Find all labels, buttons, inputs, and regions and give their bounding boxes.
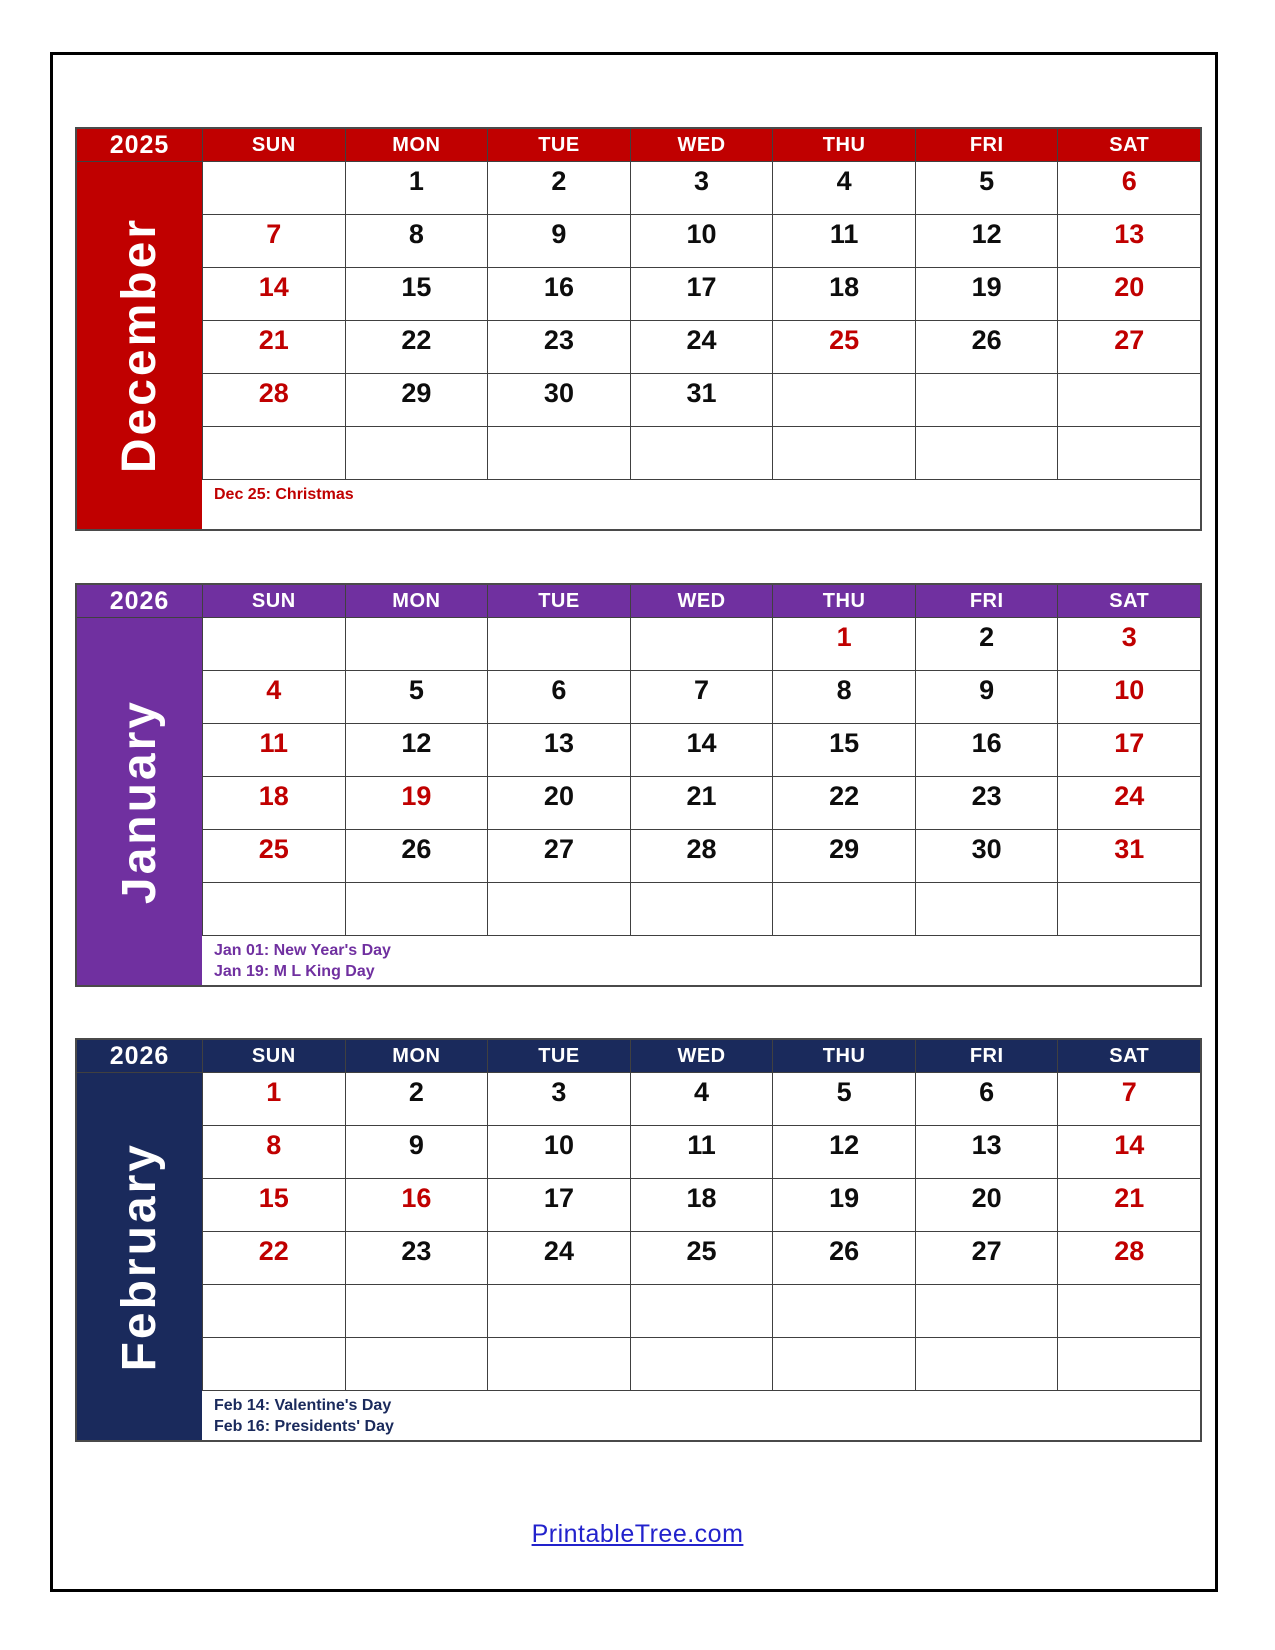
date-cell: 14 <box>202 268 345 320</box>
day-header-sat: SAT <box>1057 129 1200 161</box>
date-cell: 16 <box>915 724 1058 776</box>
day-header-tue: TUE <box>487 129 630 161</box>
date-cell <box>487 883 630 935</box>
date-cell <box>630 883 773 935</box>
month-body <box>77 618 1200 985</box>
date-cell <box>202 427 345 479</box>
date-cell <box>202 1285 345 1337</box>
week-row <box>202 1126 1200 1179</box>
date-cell: 2 <box>915 618 1058 670</box>
date-cell: 9 <box>487 215 630 267</box>
date-cell: 24 <box>1057 777 1200 829</box>
year-label: 2026 <box>77 585 202 617</box>
date-cell: 17 <box>1057 724 1200 776</box>
month-sidebar <box>77 618 202 985</box>
date-cell: 11 <box>202 724 345 776</box>
date-cell <box>202 1338 345 1390</box>
holiday-notes <box>202 1391 1200 1440</box>
date-cell: 20 <box>915 1179 1058 1231</box>
month-body <box>77 162 1200 529</box>
date-cell: 27 <box>915 1232 1058 1284</box>
week-row <box>202 374 1200 427</box>
date-cell: 16 <box>345 1179 488 1231</box>
date-cell: 6 <box>487 671 630 723</box>
date-cell: 3 <box>487 1073 630 1125</box>
weeks-grid <box>202 618 1200 985</box>
month-name-label: February <box>112 1141 166 1372</box>
date-cell: 1 <box>345 162 488 214</box>
week-row <box>202 830 1200 883</box>
date-cell: 11 <box>772 215 915 267</box>
date-cell: 30 <box>487 374 630 426</box>
date-cell <box>772 427 915 479</box>
day-header-thu: THU <box>772 129 915 161</box>
date-cell: 8 <box>345 215 488 267</box>
date-cell: 1 <box>772 618 915 670</box>
month-sidebar <box>77 1073 202 1440</box>
date-cell: 12 <box>345 724 488 776</box>
date-cell <box>1057 374 1200 426</box>
date-cell: 12 <box>772 1126 915 1178</box>
week-row <box>202 321 1200 374</box>
date-cell <box>345 618 488 670</box>
date-cell: 4 <box>772 162 915 214</box>
date-cell: 6 <box>915 1073 1058 1125</box>
date-cell <box>487 427 630 479</box>
date-cell <box>345 883 488 935</box>
date-cell <box>1057 1338 1200 1390</box>
date-cell: 7 <box>202 215 345 267</box>
week-row <box>202 1073 1200 1126</box>
weeks-grid <box>202 1073 1200 1440</box>
week-row <box>202 215 1200 268</box>
day-header-fri: FRI <box>915 129 1058 161</box>
week-row <box>202 268 1200 321</box>
date-cell: 5 <box>772 1073 915 1125</box>
date-cell <box>1057 1285 1200 1337</box>
date-cell: 14 <box>1057 1126 1200 1178</box>
date-cell: 29 <box>772 830 915 882</box>
date-cell: 8 <box>202 1126 345 1178</box>
date-cell: 20 <box>1057 268 1200 320</box>
date-cell: 15 <box>202 1179 345 1231</box>
day-header-thu: THU <box>772 1040 915 1072</box>
date-cell: 19 <box>345 777 488 829</box>
date-cell <box>487 618 630 670</box>
date-cell: 9 <box>915 671 1058 723</box>
day-header-fri: FRI <box>915 1040 1058 1072</box>
week-row <box>202 1285 1200 1338</box>
month-name-label: January <box>112 698 166 905</box>
date-cell: 1 <box>202 1073 345 1125</box>
date-cell: 4 <box>202 671 345 723</box>
day-header-sun: SUN <box>202 1040 345 1072</box>
date-cell: 8 <box>772 671 915 723</box>
date-cell: 18 <box>630 1179 773 1231</box>
year-label: 2025 <box>77 129 202 161</box>
month-header-row <box>77 585 1200 618</box>
date-cell: 3 <box>630 162 773 214</box>
week-row <box>202 1338 1200 1391</box>
date-cell <box>345 1285 488 1337</box>
date-cell: 21 <box>1057 1179 1200 1231</box>
date-cell: 26 <box>915 321 1058 373</box>
date-cell: 17 <box>487 1179 630 1231</box>
date-cell: 10 <box>1057 671 1200 723</box>
day-header-mon: MON <box>345 129 488 161</box>
date-cell: 30 <box>915 830 1058 882</box>
date-cell <box>772 1338 915 1390</box>
date-cell: 10 <box>487 1126 630 1178</box>
date-cell: 13 <box>1057 215 1200 267</box>
date-cell: 27 <box>1057 321 1200 373</box>
day-header-wed: WED <box>630 1040 773 1072</box>
month-name-label: December <box>112 217 166 474</box>
date-cell: 21 <box>630 777 773 829</box>
date-cell: 17 <box>630 268 773 320</box>
week-row <box>202 883 1200 936</box>
month-header-row <box>77 129 1200 162</box>
month-january-2026 <box>75 583 1202 987</box>
date-cell: 5 <box>915 162 1058 214</box>
date-cell <box>630 1338 773 1390</box>
day-header-mon: MON <box>345 1040 488 1072</box>
date-cell <box>915 1338 1058 1390</box>
date-cell <box>772 883 915 935</box>
date-cell: 4 <box>630 1073 773 1125</box>
date-cell <box>630 427 773 479</box>
day-header-wed: WED <box>630 129 773 161</box>
week-row <box>202 427 1200 480</box>
date-cell: 20 <box>487 777 630 829</box>
date-cell: 26 <box>772 1232 915 1284</box>
month-sidebar <box>77 162 202 529</box>
holiday-note: Dec 25: Christmas <box>214 486 354 503</box>
holiday-notes <box>202 936 1200 985</box>
date-cell <box>345 1338 488 1390</box>
week-row <box>202 1179 1200 1232</box>
date-cell: 2 <box>345 1073 488 1125</box>
date-cell: 23 <box>345 1232 488 1284</box>
date-cell: 13 <box>487 724 630 776</box>
week-row <box>202 1232 1200 1285</box>
month-body <box>77 1073 1200 1440</box>
date-cell: 10 <box>630 215 773 267</box>
date-cell <box>487 1338 630 1390</box>
date-cell <box>345 427 488 479</box>
date-cell: 7 <box>630 671 773 723</box>
day-header-mon: MON <box>345 585 488 617</box>
year-label: 2026 <box>77 1040 202 1072</box>
date-cell <box>202 883 345 935</box>
date-cell: 11 <box>630 1126 773 1178</box>
date-cell: 25 <box>772 321 915 373</box>
week-row <box>202 671 1200 724</box>
date-cell: 22 <box>772 777 915 829</box>
date-cell: 31 <box>630 374 773 426</box>
weeks-grid <box>202 162 1200 529</box>
date-cell <box>915 427 1058 479</box>
date-cell: 18 <box>772 268 915 320</box>
date-cell <box>630 618 773 670</box>
date-cell <box>1057 883 1200 935</box>
date-cell: 7 <box>1057 1073 1200 1125</box>
date-cell: 12 <box>915 215 1058 267</box>
date-cell <box>202 618 345 670</box>
date-cell <box>772 1285 915 1337</box>
date-cell: 9 <box>345 1126 488 1178</box>
date-cell: 27 <box>487 830 630 882</box>
footer-link[interactable]: PrintableTree.com <box>531 1520 744 1548</box>
date-cell: 28 <box>630 830 773 882</box>
day-header-fri: FRI <box>915 585 1058 617</box>
date-cell: 28 <box>202 374 345 426</box>
week-row <box>202 777 1200 830</box>
holiday-note: Feb 14: Valentine's Day <box>214 1397 392 1414</box>
date-cell: 18 <box>202 777 345 829</box>
date-cell <box>915 883 1058 935</box>
date-cell: 19 <box>915 268 1058 320</box>
day-header-sat: SAT <box>1057 1040 1200 1072</box>
day-header-sat: SAT <box>1057 585 1200 617</box>
holiday-note: Feb 16: Presidents' Day <box>214 1417 394 1435</box>
day-header-sun: SUN <box>202 129 345 161</box>
date-cell <box>487 1285 630 1337</box>
date-cell <box>630 1285 773 1337</box>
holiday-note: Jan 19: M L King Day <box>214 962 375 980</box>
date-cell: 23 <box>487 321 630 373</box>
day-header-sun: SUN <box>202 585 345 617</box>
date-cell: 6 <box>1057 162 1200 214</box>
date-cell <box>915 1285 1058 1337</box>
date-cell <box>1057 427 1200 479</box>
date-cell: 29 <box>345 374 488 426</box>
date-cell: 23 <box>915 777 1058 829</box>
month-december-2025 <box>75 127 1202 531</box>
date-cell: 15 <box>772 724 915 776</box>
date-cell: 5 <box>345 671 488 723</box>
date-cell: 24 <box>630 321 773 373</box>
date-cell <box>772 374 915 426</box>
date-cell: 24 <box>487 1232 630 1284</box>
date-cell: 22 <box>345 321 488 373</box>
footer <box>0 1520 1275 1549</box>
date-cell: 15 <box>345 268 488 320</box>
month-header-row <box>77 1040 1200 1073</box>
date-cell: 28 <box>1057 1232 1200 1284</box>
date-cell: 22 <box>202 1232 345 1284</box>
date-cell: 26 <box>345 830 488 882</box>
date-cell: 25 <box>630 1232 773 1284</box>
day-header-tue: TUE <box>487 585 630 617</box>
week-row <box>202 724 1200 777</box>
date-cell: 16 <box>487 268 630 320</box>
day-header-wed: WED <box>630 585 773 617</box>
date-cell <box>915 374 1058 426</box>
date-cell: 21 <box>202 321 345 373</box>
day-header-tue: TUE <box>487 1040 630 1072</box>
date-cell: 19 <box>772 1179 915 1231</box>
week-row <box>202 618 1200 671</box>
date-cell <box>202 162 345 214</box>
holiday-note: Jan 01: New Year's Day <box>214 942 391 959</box>
month-february-2026 <box>75 1038 1202 1442</box>
date-cell: 2 <box>487 162 630 214</box>
week-row <box>202 162 1200 215</box>
date-cell: 3 <box>1057 618 1200 670</box>
date-cell: 25 <box>202 830 345 882</box>
date-cell: 13 <box>915 1126 1058 1178</box>
date-cell: 31 <box>1057 830 1200 882</box>
date-cell: 14 <box>630 724 773 776</box>
holiday-notes <box>202 480 1200 529</box>
day-header-thu: THU <box>772 585 915 617</box>
